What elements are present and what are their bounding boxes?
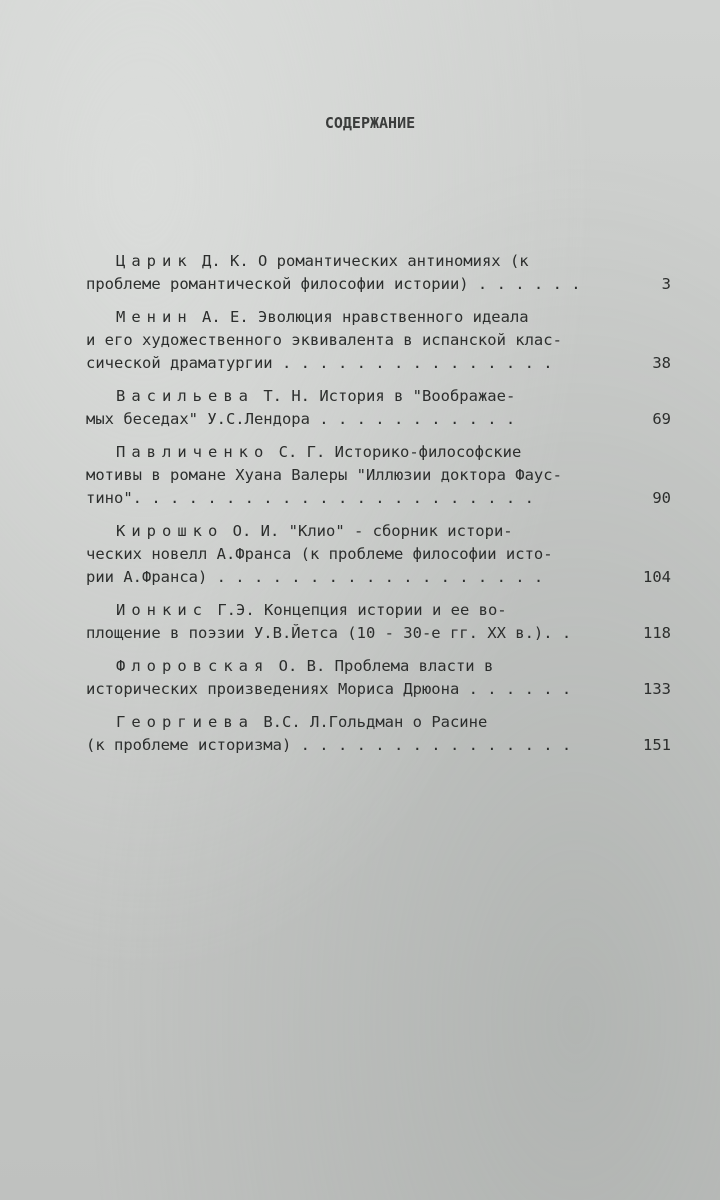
toc-text: и его художественного эквивалента в испанской клас-: [86, 331, 562, 349]
toc-text: (к проблеме историзма) . . . . . . . . . . . . . . .: [86, 736, 572, 754]
toc-text: В.С. Л.Гольдман о Расине: [263, 713, 488, 731]
toc-line: [86, 385, 671, 408]
toc-entry: [86, 520, 671, 589]
toc-line: [86, 520, 671, 543]
toc-entry: [86, 250, 671, 296]
toc-text: Т. Н. История в "Воображае-: [263, 387, 516, 405]
toc-text: сической драматургии . . . . . . . . . . . . . . .: [86, 354, 553, 372]
toc-author: Ионкис: [116, 601, 208, 619]
toc-line: [86, 711, 671, 734]
toc-line: [86, 408, 671, 431]
toc-entry: [86, 385, 671, 431]
toc-line: [86, 655, 671, 678]
toc-line: [86, 464, 671, 487]
toc-entry: [86, 306, 671, 375]
toc-line: [86, 678, 671, 701]
toc-line: [86, 273, 671, 296]
toc-author: Георгиева: [116, 713, 254, 731]
toc-entry: [86, 655, 671, 701]
toc-text: С. Г. Историко-философские: [278, 443, 522, 461]
toc-page-number: 90: [652, 489, 671, 507]
toc-text: А. Е. Эволюция нравственного идеала: [202, 308, 529, 326]
toc-entry: [86, 599, 671, 645]
toc-line: [86, 566, 671, 589]
toc-text: О. В. Проблема власти в: [278, 657, 494, 675]
toc-page-number: 69: [652, 410, 671, 428]
toc-page-number: 151: [643, 736, 671, 754]
toc-page-number: 104: [643, 568, 671, 586]
toc-text: проблеме романтической философии истории) . . . . . .: [86, 275, 581, 293]
toc-author: Царик: [116, 252, 193, 270]
toc-text: Г.Э. Концепция истории и ее во-: [217, 601, 507, 619]
toc-text: рии А.Франса) . . . . . . . . . . . . . . . . . .: [86, 568, 544, 586]
toc-page-number: 133: [643, 680, 671, 698]
toc-text: ческих новелл А.Франса (к проблеме философии исто-: [86, 545, 553, 563]
toc-page-number: 3: [661, 275, 671, 293]
page-title: СОДЕРЖАНИЕ: [324, 114, 416, 132]
toc-text: тино". . . . . . . . . . . . . . . . . . . . . .: [86, 489, 534, 507]
toc-text: исторических произведениях Мориса Дрюона . . . . . .: [86, 680, 572, 698]
toc-line: [86, 306, 671, 329]
toc-line: [86, 329, 671, 352]
toc-line: [86, 352, 671, 375]
toc-text: Д. К. О романтических антиномиях (к: [202, 252, 529, 270]
toc-page-number: 38: [652, 354, 671, 372]
toc-text: мых беседах" У.С.Лендора . . . . . . . . . . .: [86, 410, 516, 428]
toc-page-number: 118: [643, 624, 671, 642]
toc-line: [86, 734, 671, 757]
table-of-contents: [86, 250, 671, 767]
toc-author: Флоровская: [116, 657, 270, 675]
toc-text: О. И. "Клио" - сборник истори-: [232, 522, 513, 540]
toc-text: площение в поэзии У.В.Йетса (10 - 30-е гг. XX в.). .: [86, 624, 572, 642]
toc-author: Кирошко: [116, 522, 224, 540]
toc-author: Васильева: [116, 387, 254, 405]
toc-line: [86, 487, 671, 510]
toc-text: мотивы в романе Хуана Валеры "Иллюзии доктора Фаус-: [86, 466, 562, 484]
toc-author: Менин: [116, 308, 193, 326]
toc-entry: [86, 711, 671, 757]
toc-line: [86, 622, 671, 645]
toc-author: Павличенко: [116, 443, 270, 461]
toc-line: [86, 543, 671, 566]
toc-line: [86, 250, 671, 273]
toc-entry: [86, 441, 671, 510]
toc-line: [86, 599, 671, 622]
toc-line: [86, 441, 671, 464]
